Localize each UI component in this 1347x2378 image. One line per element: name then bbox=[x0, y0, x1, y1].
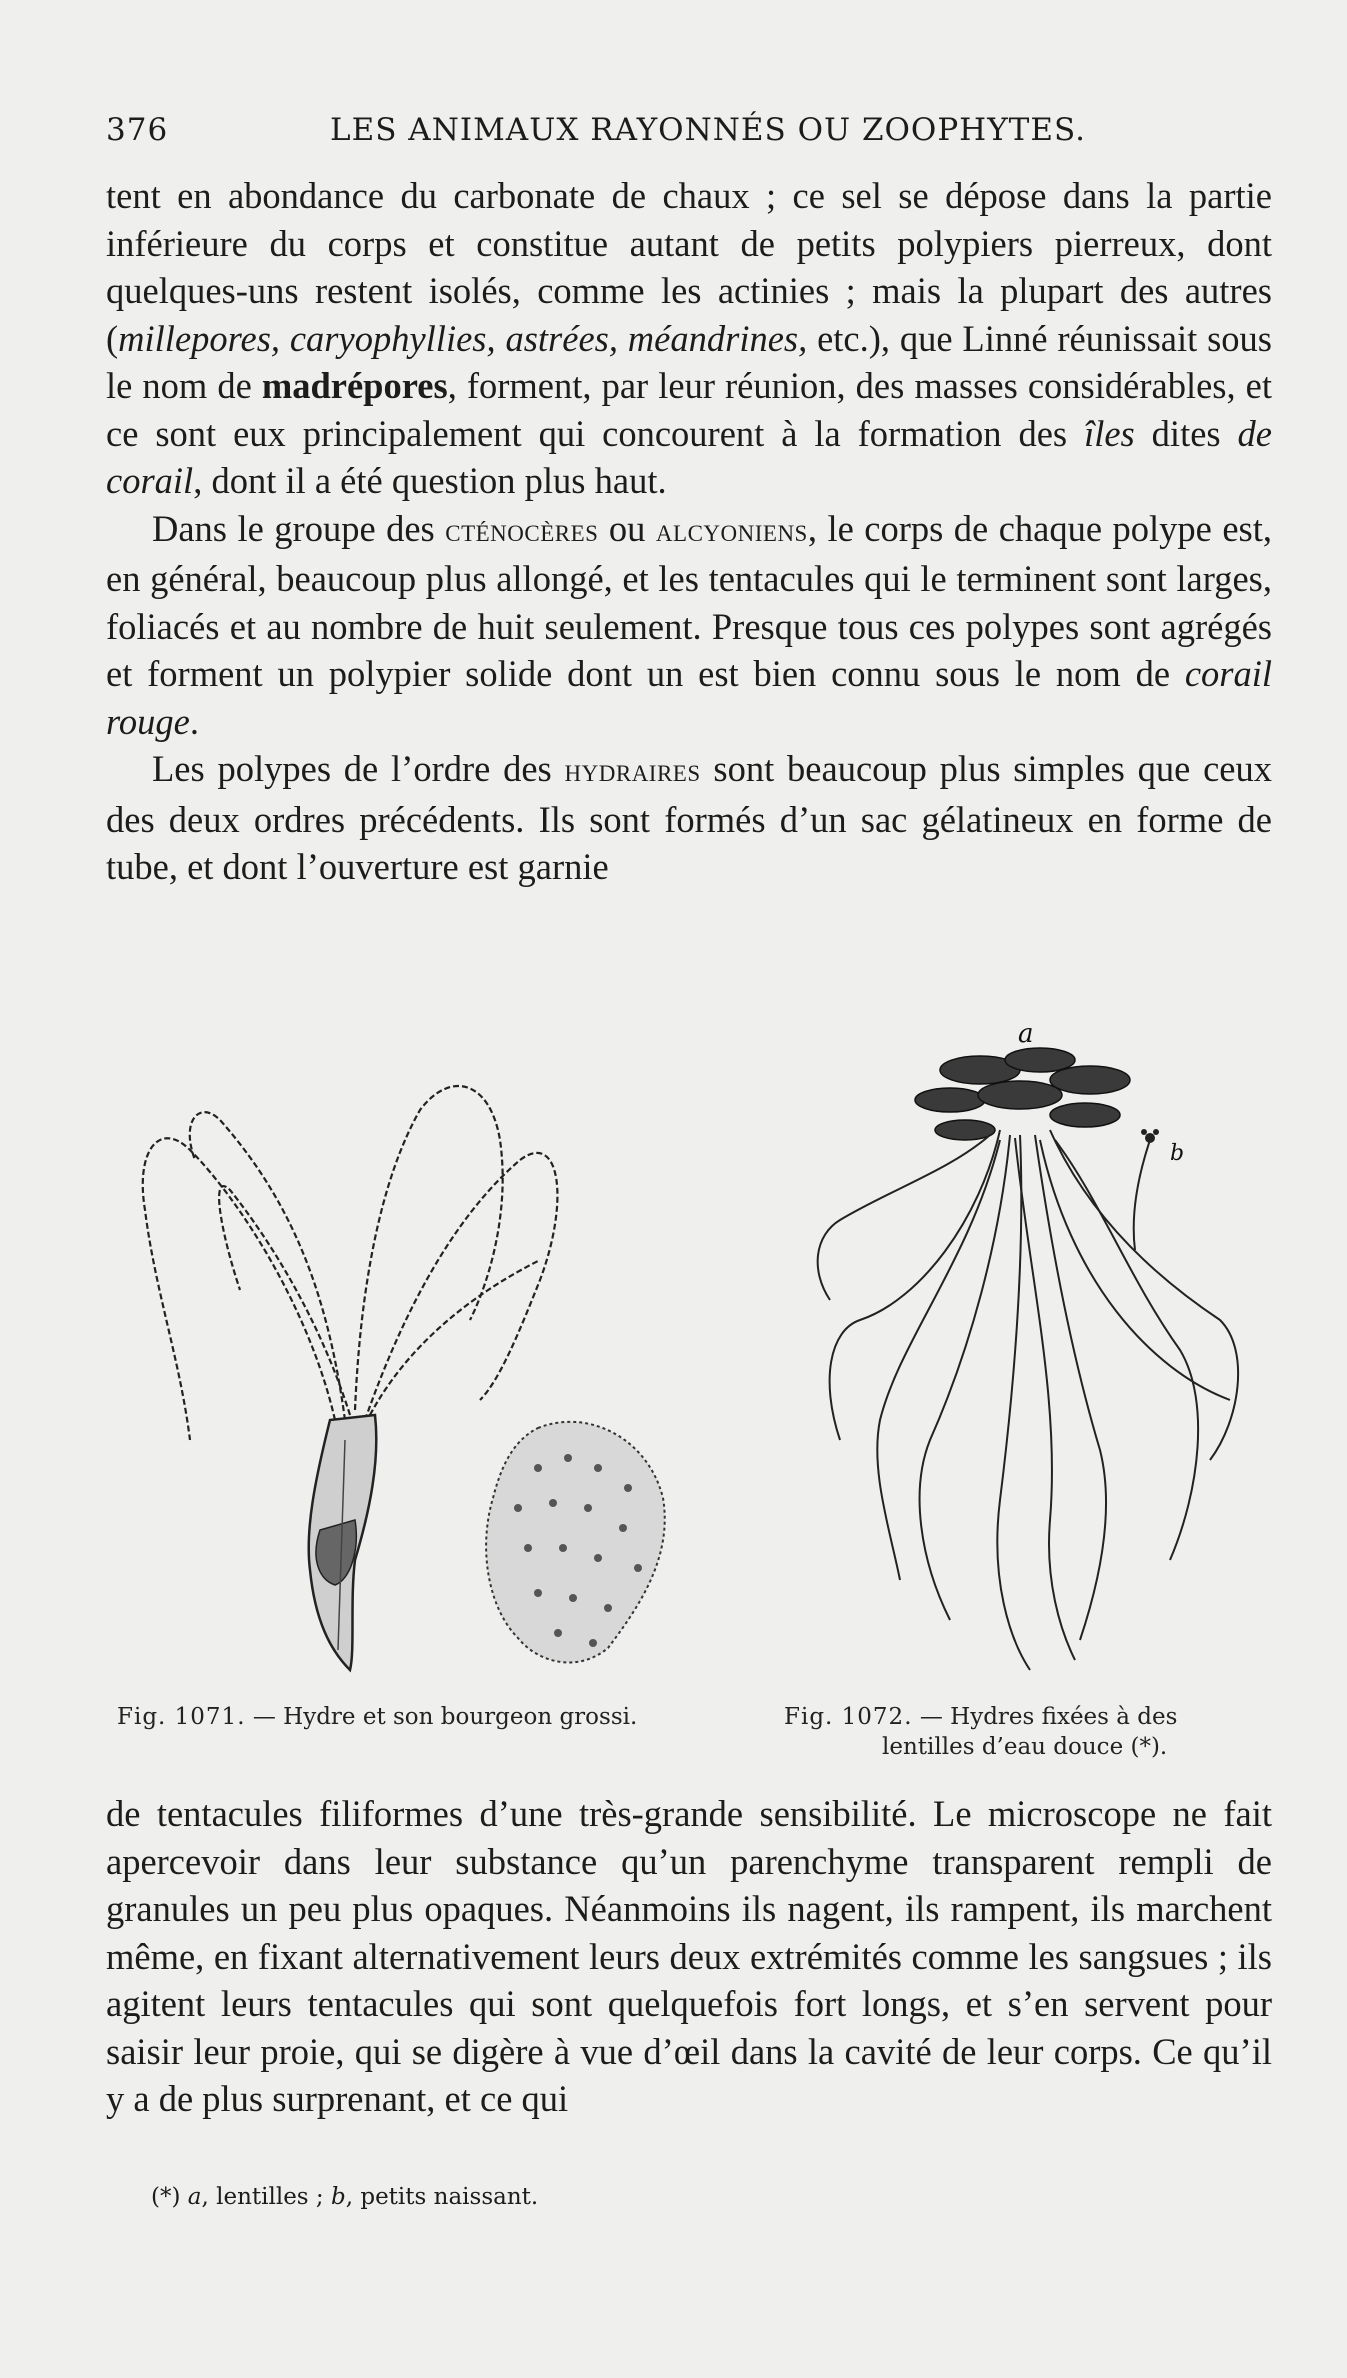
paragraph bbox=[106, 1790, 1272, 2123]
text-run: . bbox=[189, 700, 199, 742]
figure-label-a: a bbox=[1018, 1020, 1034, 1049]
running-title: LES ANIMAUX RAYONNÉS OU ZOOPHYTES. bbox=[330, 112, 1086, 148]
footnote-letter: a bbox=[187, 2184, 202, 2210]
text-run: , forment, par leur réunion, des masses considérables, et ce sont eux principalement qui concourent à la formation des bbox=[106, 365, 1272, 454]
body-text-top bbox=[106, 172, 1272, 891]
paragraph bbox=[106, 505, 1272, 746]
italic-run: de corail bbox=[106, 412, 1272, 501]
figure-caption-1072 bbox=[784, 1702, 1224, 1762]
footnote-text: , lentilles ; bbox=[201, 2184, 331, 2210]
bold-term: madrépores bbox=[261, 365, 448, 406]
running-header bbox=[106, 112, 1272, 156]
figure-caption-1071 bbox=[117, 1702, 637, 1732]
figure-number: Fig. 1071. bbox=[117, 1704, 246, 1730]
text-run: Les polypes de l’ordre des bbox=[152, 748, 565, 789]
bud-illustration bbox=[478, 1408, 678, 1678]
caption-text: — Hydre et son bourgeon grossi. bbox=[252, 1704, 638, 1730]
figure-number: Fig. 1072. bbox=[784, 1704, 913, 1730]
caption-text: — Hydres fixées à des bbox=[919, 1704, 1178, 1730]
figure-label-b: b bbox=[1170, 1141, 1185, 1166]
body-text-bottom bbox=[106, 1790, 1272, 2123]
small-caps-term: cténocères bbox=[445, 512, 599, 549]
text-run: de tentacules filiformes d’une très-grande sensibilité. Le microscope ne fait apercevoir dans leur substance qu’un parenchyme transparent rempli de granules un peu plus opaques. Néanmoins ils nagent, ils rampent, ils marchent même, en fixant alternativement leurs deux extrémités comme les sangsues ; ils agitent leurs tentacules qui sont quelquefois fort longs, et s’en servent pour saisir leur proie, qui se digère à vue d’œil dans la cavité de leur corps. Ce qu’il y a de plus surprenant, et ce qui bbox=[106, 1793, 1272, 2119]
footnote bbox=[151, 2184, 538, 2210]
footnote-marker: (*) bbox=[151, 2184, 181, 2210]
footnote-text: , petits naissant. bbox=[345, 2184, 539, 2210]
page-number: 376 bbox=[106, 112, 169, 148]
text-run: tent en abondance du carbonate de chaux ; ce sel se dépose dans la partie inférieure du corps et constitue autant de petits polypiers pierreux, dont quelques-uns restent isolés, comme les actinies ; mais la plupart des autres ( bbox=[106, 175, 1272, 359]
italic-run: corail rouge bbox=[106, 653, 1272, 742]
italic-run: millepores, caryophyllies, astrées, méandrines, bbox=[118, 317, 808, 359]
hydras-duckweed-illustration bbox=[800, 1020, 1270, 1680]
footnote-letter: b bbox=[330, 2184, 346, 2210]
small-caps-term: alcyoniens bbox=[655, 512, 808, 549]
text-run: Dans le groupe des bbox=[152, 507, 446, 549]
text-run: , le corps de chaque polype est, en général, beaucoup plus allongé, et les tentacules qui le terminent sont larges, foliacés et au nombre de huit seulement. Presque tous ces polypes sont agrégés et forment un polypier solide dont un est bien connu sous le nom de bbox=[106, 507, 1272, 694]
text-run: sont beaucoup plus simples que ceux des deux ordres précédents. Ils sont formés d’un sac gélatineux en forme de tube, et dont l’ouverture est garnie bbox=[106, 748, 1272, 887]
text-run: dites bbox=[1134, 412, 1238, 454]
small-caps-term: hydraires bbox=[564, 753, 701, 789]
italic-run: îles bbox=[1084, 412, 1135, 454]
paragraph bbox=[106, 745, 1272, 891]
text-run: ou bbox=[598, 507, 656, 549]
text-run: etc.), que Linné réunissait sous le nom de bbox=[106, 317, 1272, 406]
caption-text: lentilles d’eau douce (*). bbox=[882, 1734, 1168, 1760]
paragraph bbox=[106, 172, 1272, 505]
text-run: , dont il a été question plus haut. bbox=[193, 460, 667, 501]
